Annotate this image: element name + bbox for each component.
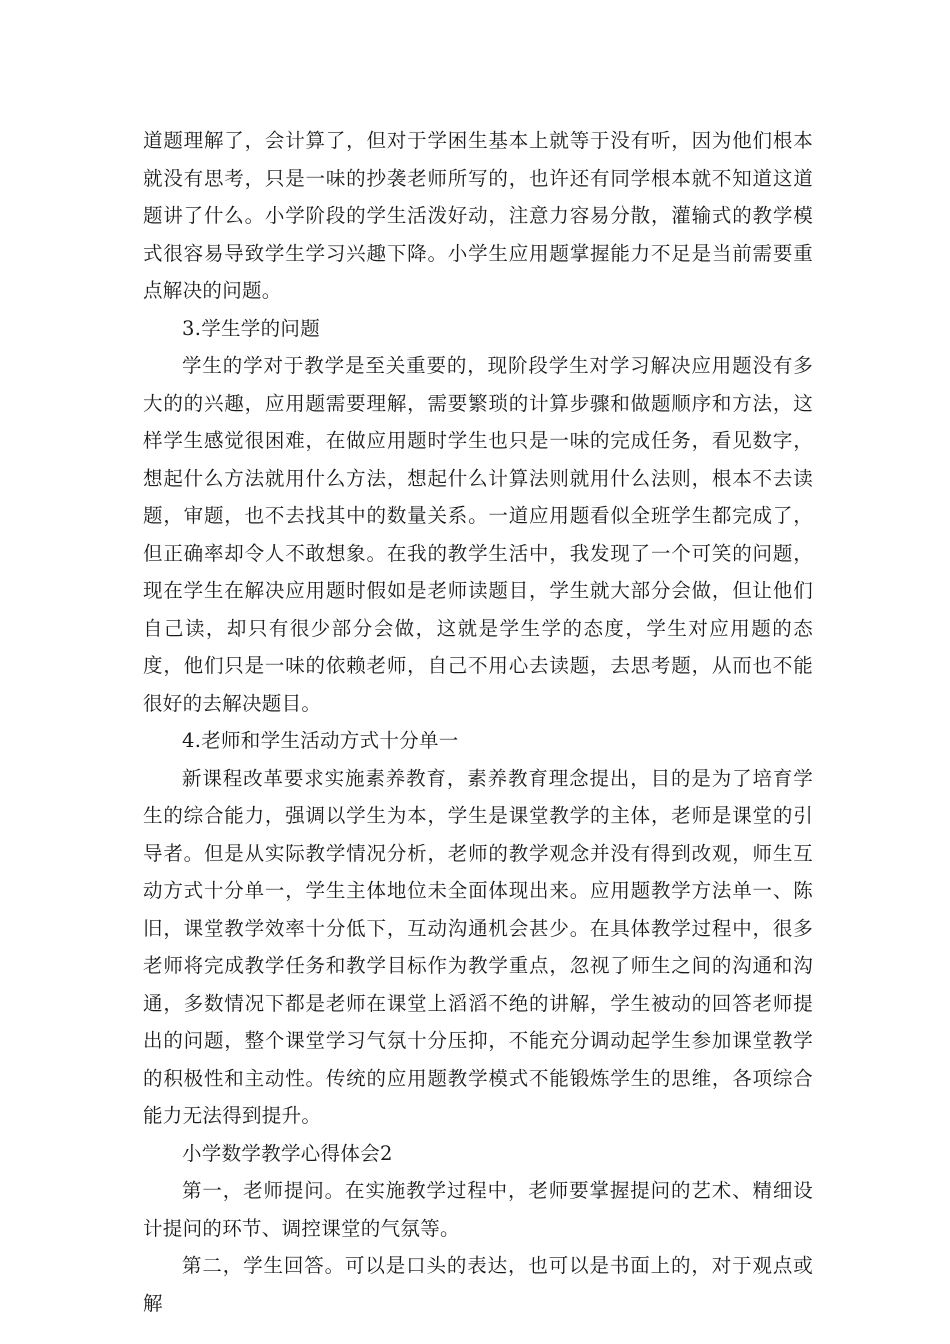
article-title-2: 小学数学教学心得体会2 [182,1141,393,1165]
document-body [143,122,813,1322]
paragraph-teacher-questions: 第一，老师提问。在实施教学过程中，老师要掌握提问的艺术、精细设计提问的环节、调控课堂的气氛等。 [143,1179,813,1240]
paragraph-continuation: 道题理解了，会计算了，但对于学困生基本上就等于没有听，因为他们根本就没有思考，只是一味的抄袭老师所写的，也许还有同学根本就不知道这道题讲了什么。小学阶段的学生活泼好动，注意力容易分散，灌输式的教学模式很容易导致学生学习兴趣下降。小学生应用题掌握能力不足是当前需要重点解决的问题。 [143,129,813,302]
paragraph-student-learning: 学生的学对于教学是至关重要的，现阶段学生对学习解决应用题没有多大的的兴趣，应用题需要理解，需要繁琐的计算步骤和做题顺序和方法，这样学生感觉很困难，在做应用题时学生也只是一味的完成任务，看见数字，想起什么方法就用什么方法，想起什么计算法则就用什么法则，根本不去读题，审题，也不去找其中的数量关系。一道应用题看似全班学生都完成了，但正确率却令人不敢想象。在我的教学生活中，我发现了一个可笑的问题，现在学生在解决应用题时假如是老师读题目，学生就大部分会做，但让他们自己读，却只有很少部分会做，这就是学生学的态度，学生对应用题的态度，他们只是一味的依赖老师，自己不用心去读题，去思考题，从而也不能很好的去解决题目。 [143,354,813,715]
paragraph-activity-methods: 新课程改革要求实施素养教育，素养教育理念提出，目的是为了培育学生的综合能力，强调以学生为本，学生是课堂教学的主体，老师是课堂的引导者。但是从实际教学情况分析，老师的教学观念并没有得到改观，师生互动方式十分单一，学生主体地位未全面体现出来。应用题教学方法单一、陈旧，课堂教学效率十分低下，互动沟通机会甚少。在具体教学过程中，很多老师将完成教学任务和教学目标作为教学重点，忽视了师生之间的沟通和沟通，多数情况下都是老师在课堂上滔滔不绝的讲解，学生被动的回答老师提出的问题，整个课堂学习气氛十分压抑，不能充分调动起学生参加课堂教学的积极性和主动性。传统的应用题教学模式不能锻炼学生的思维，各项综合能力无法得到提升。 [143,766,813,1127]
section-heading-4: 4.老师和学生活动方式十分单一 [182,729,459,752]
section-heading-3: 3.学生学的问题 [182,316,321,340]
paragraph-student-answers: 第二，学生回答。可以是口头的表达，也可以是书面上的，对于观点或解 [143,1254,813,1315]
